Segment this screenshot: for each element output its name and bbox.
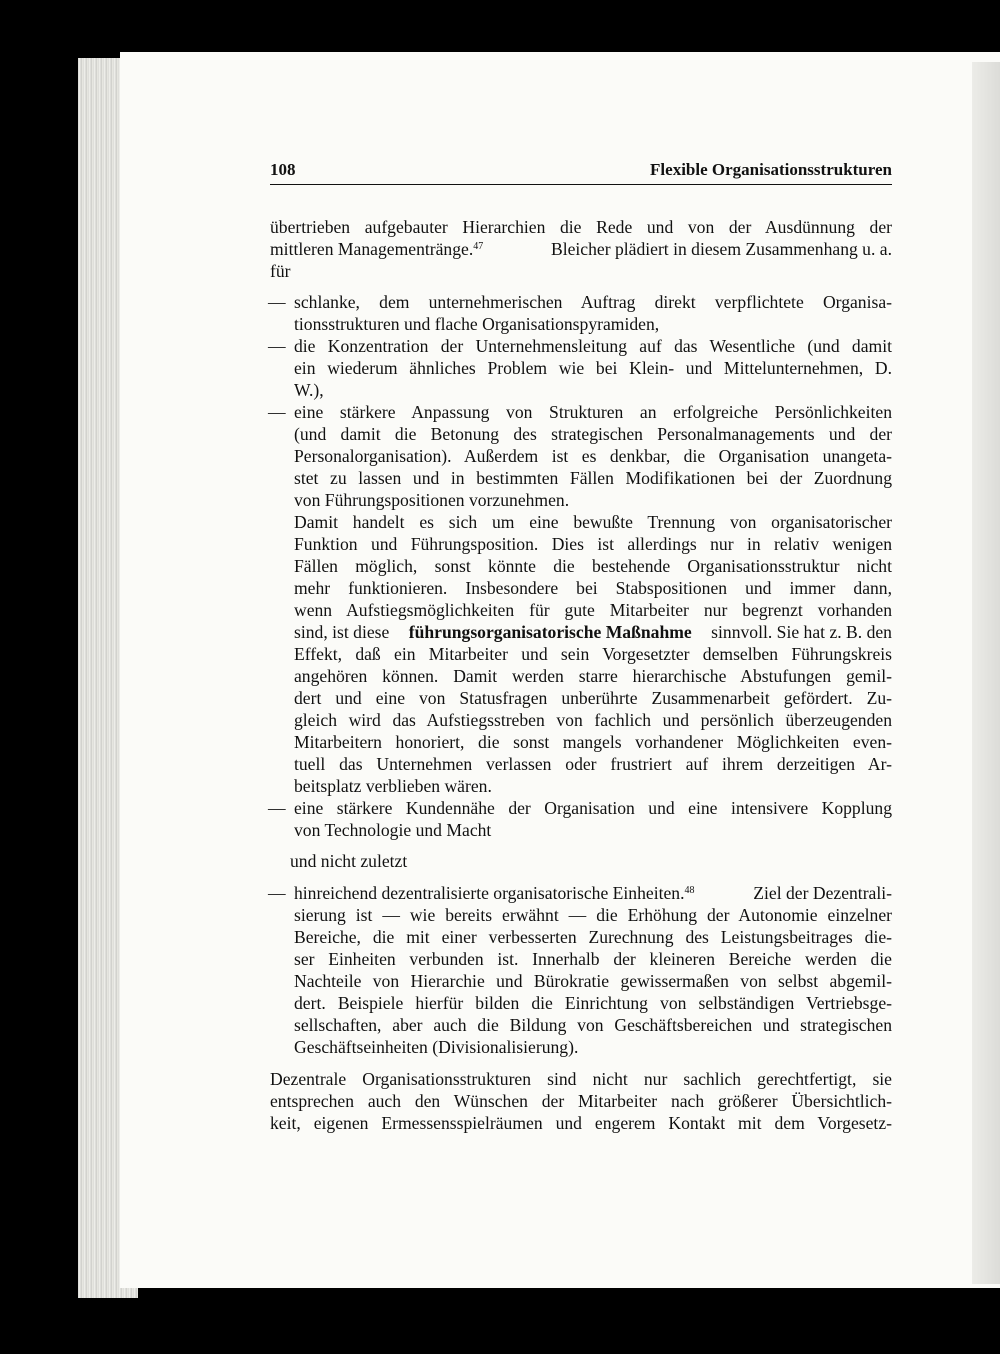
text-line: ein wiederum ähnliches Problem wie bei Klein- und Mittelunternehmen, D.: [294, 358, 892, 378]
text-line: von Technologie und Macht: [294, 820, 492, 840]
text-line: stet zu lassen und in bestimmten Fällen Modifikationen bei der Zuordnung: [294, 468, 892, 488]
text-span: sinnvoll. Sie hat z. B. den: [711, 622, 892, 642]
text-line: Damit handelt es sich um eine bewußte Trennung von organisatorischer: [294, 512, 892, 532]
em-dash: —: [268, 798, 286, 818]
text-line: übertrieben aufgebauter Hierarchien die Rede und von der Ausdünnung der: [270, 217, 892, 237]
footnote-ref: 48: [684, 885, 695, 896]
em-dash: —: [268, 402, 286, 422]
em-dash: —: [268, 292, 286, 312]
text-line: für: [270, 261, 291, 281]
text-line: beitsplatz verblieben wären.: [294, 776, 492, 796]
text-line: [270, 238, 892, 260]
text-line: gleich wird das Aufstiegsstreben von fachlich und persönlich überzeugenden: [294, 710, 892, 730]
text-line: dert. Beispiele hierfür bilden die Einrichtung von selbständigen Vertriebsge-: [294, 993, 892, 1013]
text-span: Ziel der Dezentrali-: [753, 883, 892, 903]
bold-term: führungsorganisatorische Maßnahme: [408, 622, 692, 642]
text-line: sierung ist — wie bereits erwähnt — die Erhöhung der Autonomie einzelner: [294, 905, 892, 925]
text-line: Mitarbeitern honoriert, die sonst mangels vorhandener Möglichkeiten even-: [294, 732, 892, 752]
page-number: 108: [270, 160, 296, 179]
text-span: sind, ist diese: [294, 622, 390, 642]
text-span: mittleren Managementränge.: [270, 239, 474, 259]
text-line: [294, 882, 892, 904]
footnote-ref: 47: [473, 241, 484, 252]
running-title: Flexible Organisationsstrukturen: [650, 160, 892, 179]
text-line: wenn Aufstiegsmöglichkeiten für gute Mitarbeiter nur begrenzt vorhanden: [294, 600, 892, 620]
text-line: Nachteile von Hierarchie und Bürokratie gewissermaßen von selbst abgemil-: [294, 971, 892, 991]
text-line: ser Einheiten verbunden ist. Innerhalb der kleineren Bereiche werden die: [294, 949, 892, 969]
text-line: mehr funktionieren. Insbesondere bei Stabspositionen und immer dann,: [294, 578, 892, 598]
text-line: sellschaften, aber auch die Bildung von Geschäftsbereichen und strategischen: [294, 1015, 892, 1035]
text-line: die Konzentration der Unternehmensleitung auf das Wesentliche (und damit: [294, 336, 892, 356]
text-line: entsprechen auch den Wünschen der Mitarbeiter nach größerer Übersichtlich-: [270, 1091, 892, 1111]
text-line: W.),: [294, 380, 324, 400]
text-line: (und damit die Betonung des strategischen Personalmanagements und der: [294, 424, 892, 444]
text-line: eine stärkere Anpassung von Strukturen an erfolgreiche Persönlichkeiten: [294, 402, 892, 422]
em-dash: —: [268, 883, 286, 903]
text-line: keit, eigenen Ermessensspielräumen und engerem Kontakt mit dem Vorgesetz-: [270, 1113, 892, 1133]
text-line: Funktion und Führungsposition. Dies ist allerdings nur in relativ wenigen: [294, 534, 892, 554]
text-line: Geschäftseinheiten (Divisionalisierung).: [294, 1037, 579, 1057]
text-line: Personalorganisation). Außerdem ist es denkbar, die Organisation unangeta-: [294, 446, 892, 466]
text-line: tuell das Unternehmen verlassen oder frustriert auf ihrem derzeitigen Ar-: [294, 754, 892, 774]
em-dash: —: [268, 336, 286, 356]
text-span: Bleicher plädiert in diesem Zusammenhang u. a.: [550, 239, 892, 259]
facing-page-edge: [972, 62, 1000, 1284]
text-line: dert und eine von Statusfragen unberührte Zusammenarbeit gefördert. Zu-: [294, 688, 892, 708]
text-line: Bereiche, die mit einer verbesserten Zurechnung des Leistungsbeitrages die-: [294, 927, 892, 947]
text-span: hinreichend dezentralisierte organisatorische Einheiten.: [294, 883, 685, 903]
running-header: [270, 160, 892, 185]
text-line: eine stärkere Kundennähe der Organisation und eine intensivere Kopplung: [294, 798, 892, 818]
text-line: Fällen möglich, sonst könnte die bestehende Organisationsstruktur nicht: [294, 556, 892, 576]
text-line: Dezentrale Organisationsstrukturen sind nicht nur sachlich gerechtfertigt, sie: [270, 1069, 892, 1089]
text-line: [294, 621, 892, 643]
text-line: angehören können. Damit werden starre hierarchische Abstufungen gemil-: [294, 666, 892, 686]
text-line: und nicht zuletzt: [290, 851, 408, 871]
text-line: tionsstrukturen und flache Organisationspyramiden,: [294, 314, 660, 334]
text-line: von Führungspositionen vorzunehmen.: [294, 490, 570, 510]
text-line: Effekt, daß ein Mitarbeiter und sein Vorgesetzter demselben Führungskreis: [294, 644, 892, 664]
text-line: schlanke, dem unternehmerischen Auftrag direkt verpflichtete Organisa-: [294, 292, 892, 312]
